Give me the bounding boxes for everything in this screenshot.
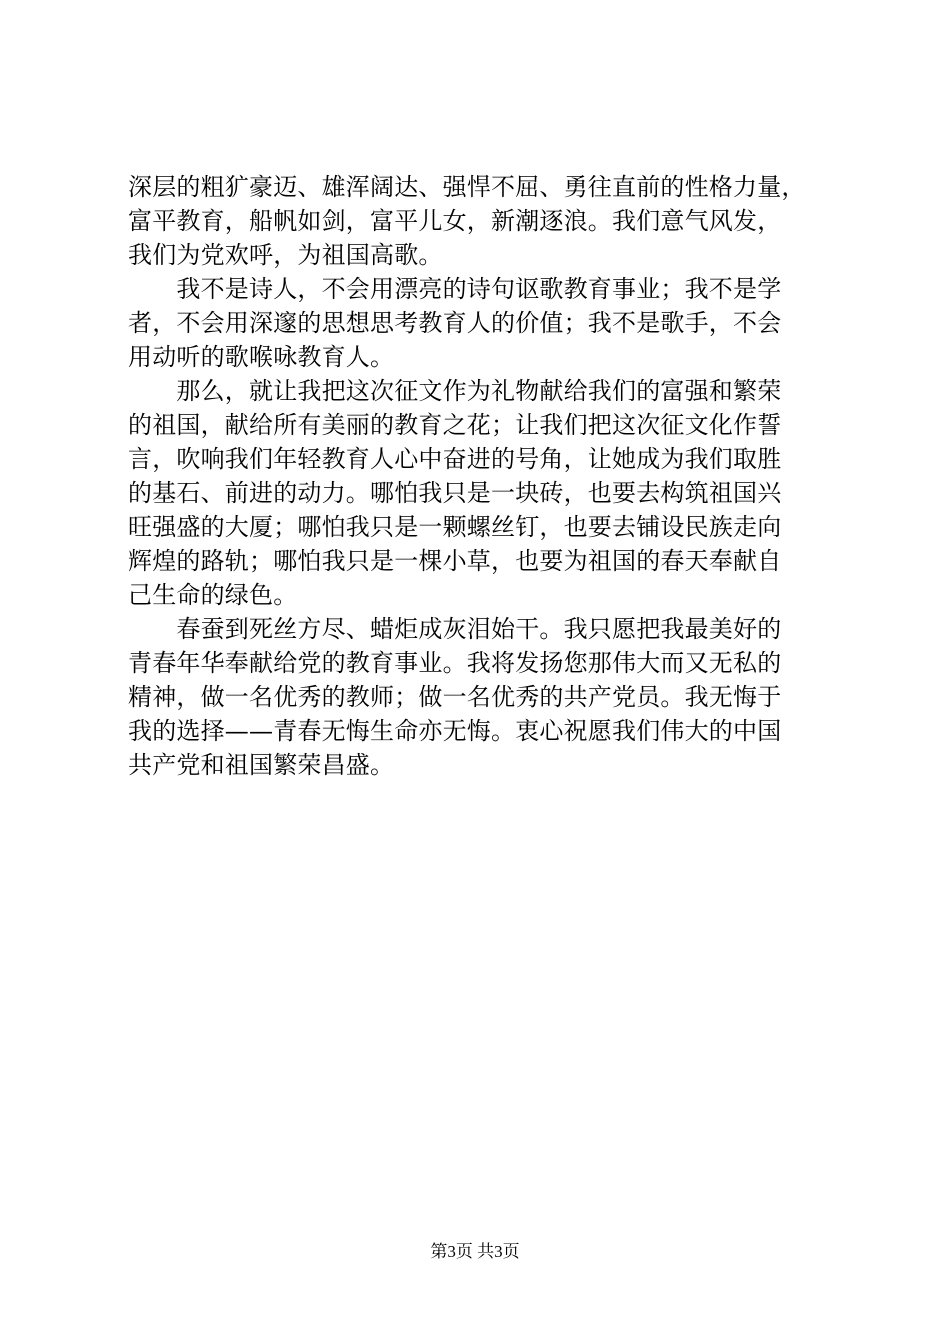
- text-line: 我不是诗人，不会用漂亮的诗句讴歌教育事业；我不是学: [128, 275, 782, 303]
- text-line: 精神，做一名优秀的教师；做一名优秀的共产党员。我无悔于: [128, 683, 782, 711]
- text-line: 富平教育，船帆如剑，富平儿女，新潮逐浪。我们意气风发，: [128, 207, 782, 235]
- text-line: 深层的粗犷豪迈、雄浑阔达、强悍不屈、勇往直前的性格力量，: [128, 173, 806, 201]
- text-line: 我们为党欢呼，为祖国高歌。: [128, 241, 443, 269]
- text-line: 春蚕到死丝方尽、蜡炬成灰泪始干。我只愿把我最美好的: [128, 615, 782, 643]
- page-footer: [0, 1241, 950, 1263]
- text-line: 那么，就让我把这次征文作为礼物献给我们的富强和繁荣: [128, 377, 782, 405]
- text-line: 青春年华奉献给党的教育事业。我将发扬您那伟大而又无私的: [128, 649, 782, 677]
- text-line: 言，吹响我们年轻教育人心中奋进的号角，让她成为我们取胜: [128, 445, 782, 473]
- text-line: 旺强盛的大厦；哪怕我只是一颗螺丝钉，也要去铺设民族走向: [128, 513, 782, 541]
- body-text: [128, 170, 828, 782]
- text-line: 者，不会用深邃的思想思考教育人的价值；我不是歌手，不会: [128, 309, 782, 337]
- text-line: 的基石、前进的动力。哪怕我只是一块砖，也要去构筑祖国兴: [128, 479, 782, 507]
- text-line: 用动听的歌喉咏教育人。: [128, 343, 395, 371]
- page-number-label: 第3页 共3页: [430, 1242, 520, 1261]
- text-line: 的祖国，献给所有美丽的教育之花；让我们把这次征文化作誓: [128, 411, 782, 439]
- text-line: 己生命的绿色。: [128, 581, 298, 609]
- text-line: 共产党和祖国繁荣昌盛。: [128, 751, 395, 779]
- text-line: 我的选择——青春无悔生命亦无悔。衷心祝愿我们伟大的中国: [128, 717, 782, 745]
- text-line: 辉煌的路轨；哪怕我只是一棵小草，也要为祖国的春天奉献自: [128, 547, 782, 575]
